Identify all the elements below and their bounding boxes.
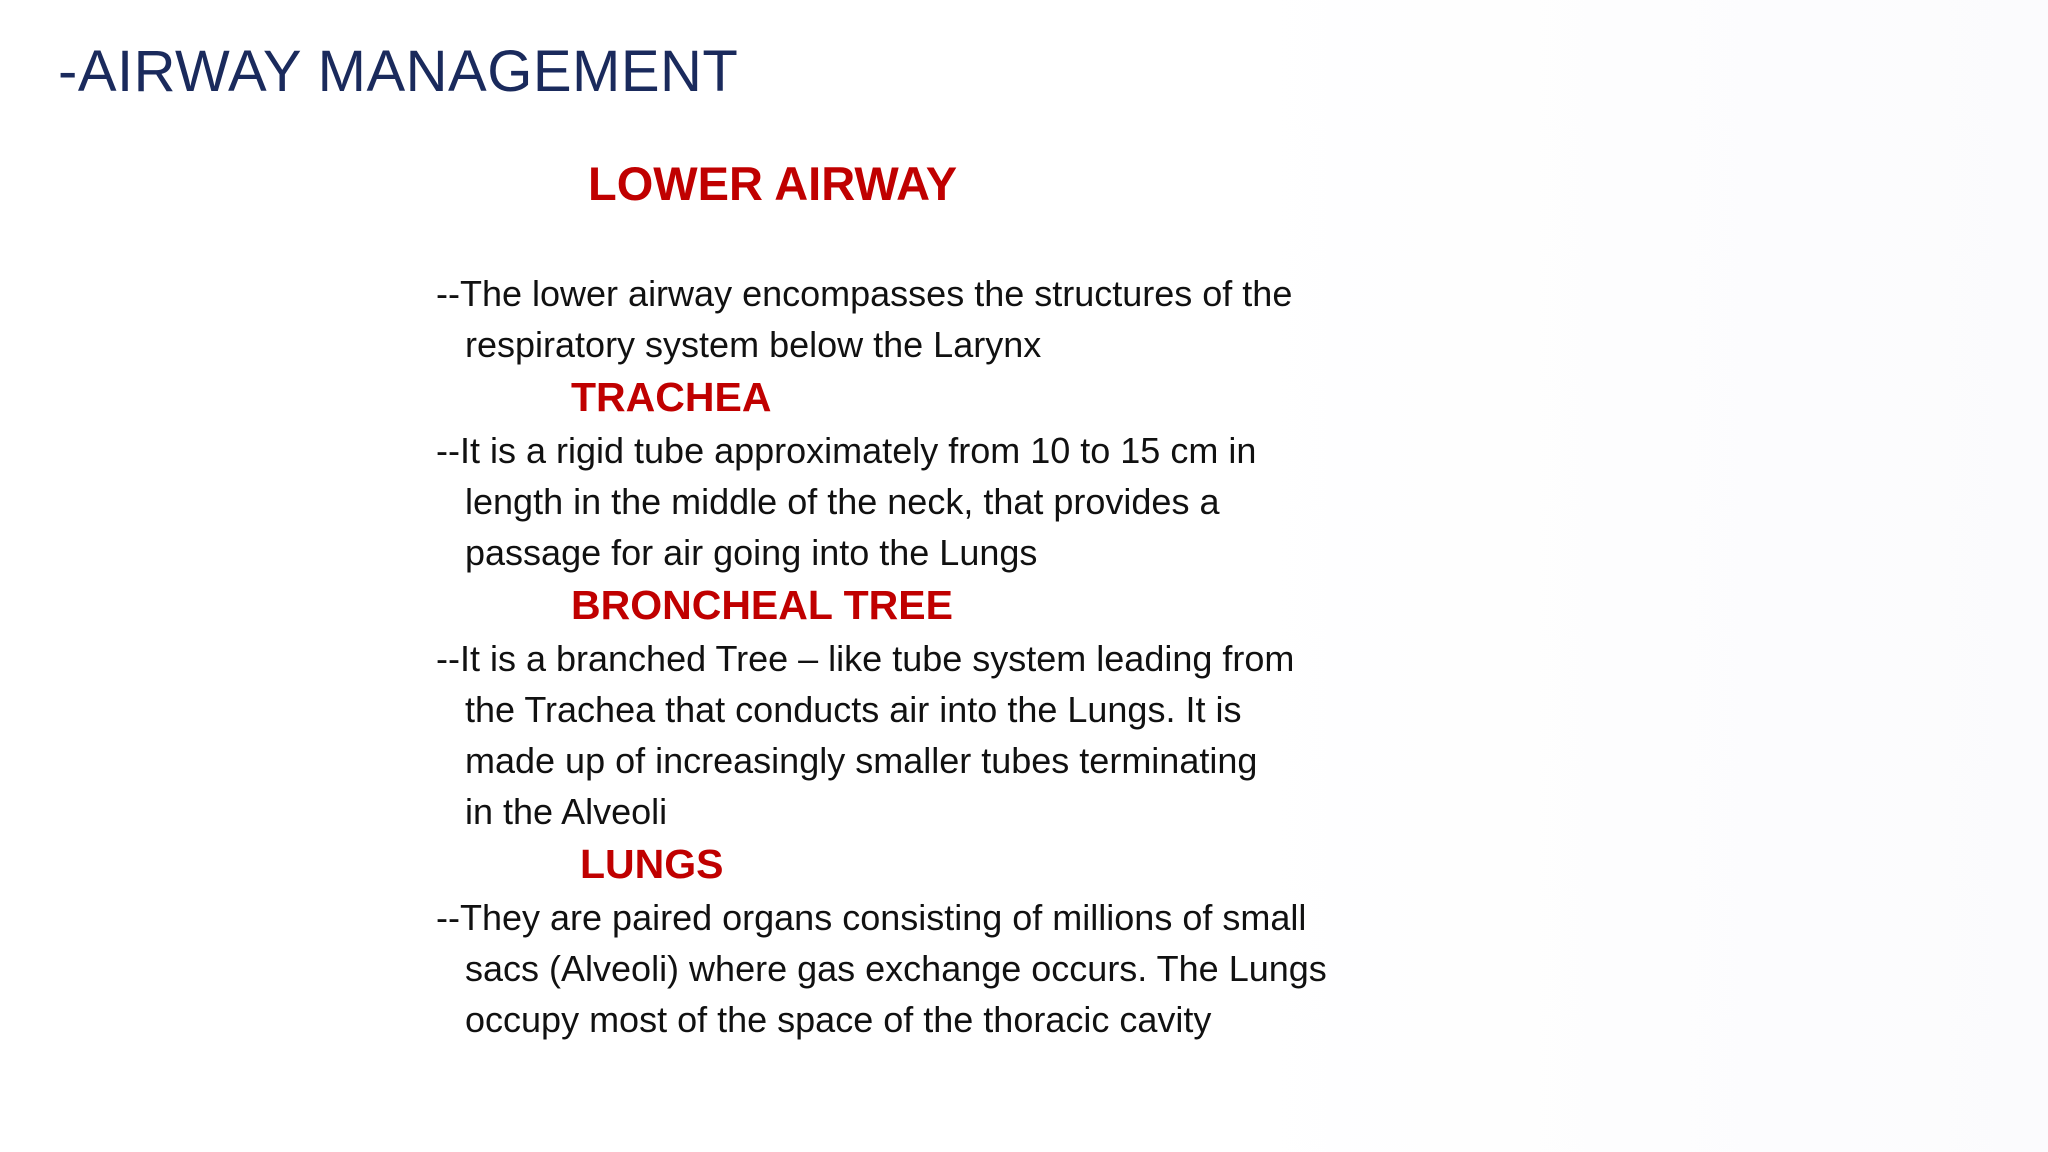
paragraph-line: passage for air going into the Lungs bbox=[465, 532, 1038, 573]
broncheal-tree-heading: BRONCHEAL TREE bbox=[571, 582, 953, 628]
main-heading: LOWER AIRWAY bbox=[588, 157, 958, 210]
paragraph-line: --It is a branched Tree – like tube system leading from bbox=[436, 638, 1295, 679]
paragraph-line: --The lower airway encompasses the structures of the bbox=[436, 273, 1293, 314]
paragraph-line: --They are paired organs consisting of millions of small bbox=[436, 897, 1307, 938]
trachea-heading: TRACHEA bbox=[571, 374, 772, 420]
paragraph-line: sacs (Alveoli) where gas exchange occurs. The Lungs bbox=[465, 948, 1327, 989]
slide-content bbox=[436, 150, 1416, 1045]
paragraph-line: made up of increasingly smaller tubes terminating bbox=[465, 740, 1258, 781]
paragraph-line: respiratory system below the Larynx bbox=[465, 324, 1042, 365]
intro-paragraph bbox=[436, 268, 1416, 370]
paragraph-line: --It is a rigid tube approximately from 10 to 15 cm in bbox=[436, 430, 1257, 471]
paragraph-line: in the Alveoli bbox=[465, 791, 668, 832]
paragraph-line: the Trachea that conducts air into the Lungs. It is bbox=[465, 689, 1242, 730]
paragraph-line: occupy most of the space of the thoracic cavity bbox=[465, 999, 1212, 1040]
broncheal-tree-paragraph bbox=[436, 633, 1416, 837]
trachea-paragraph bbox=[436, 425, 1416, 578]
lungs-paragraph bbox=[436, 892, 1416, 1045]
paragraph-line: length in the middle of the neck, that provides a bbox=[465, 481, 1220, 522]
slide-title: -AIRWAY MANAGEMENT bbox=[58, 39, 739, 104]
lungs-heading: LUNGS bbox=[580, 841, 724, 887]
